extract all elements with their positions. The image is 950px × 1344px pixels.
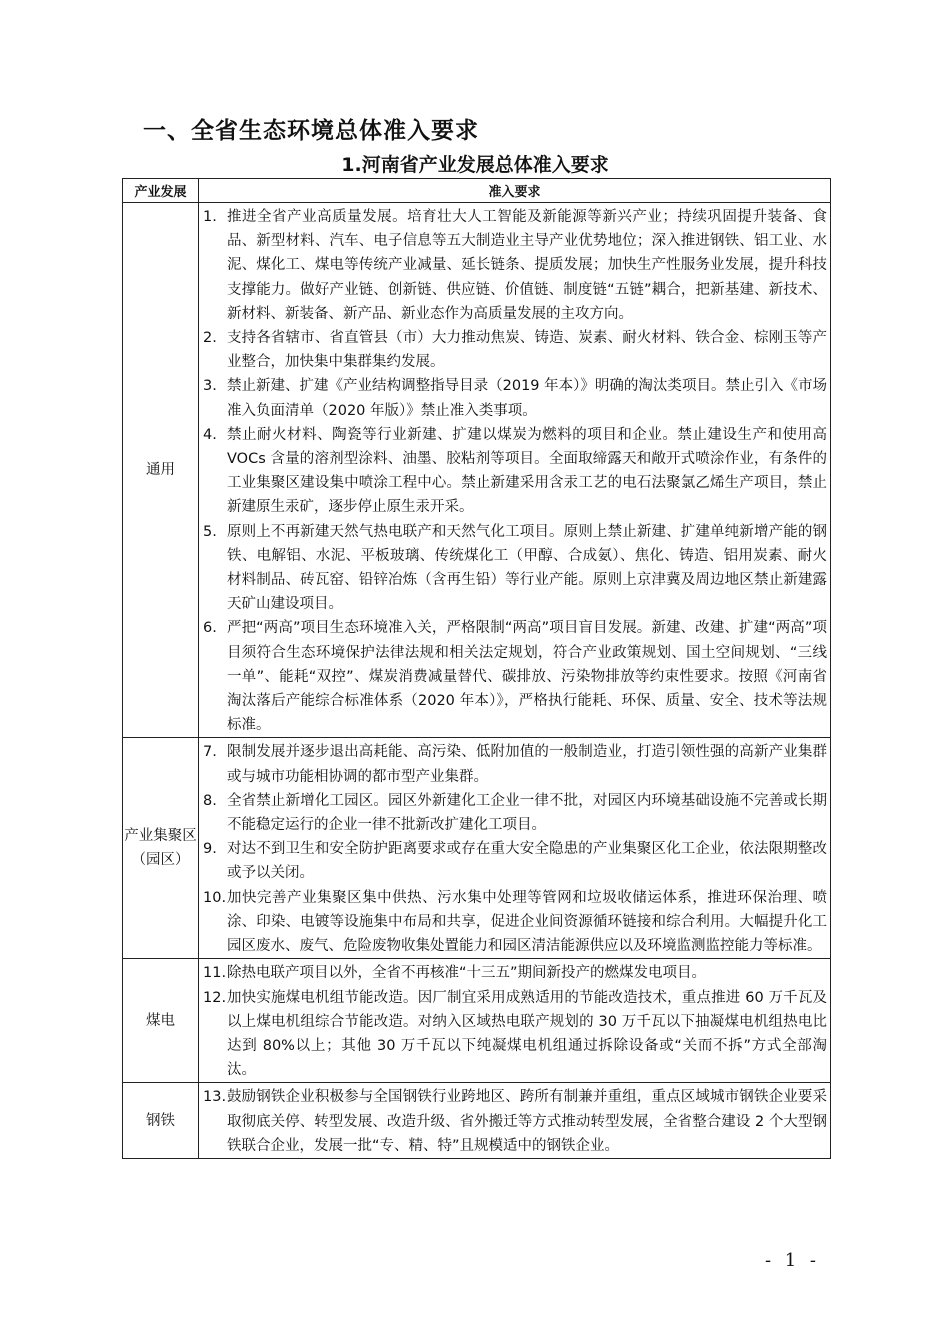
page-number: - 1 - <box>764 1250 820 1271</box>
table-row-industrial-cluster <box>123 738 831 959</box>
table-row-general <box>123 203 831 738</box>
category-cell: 产业集聚区（园区） <box>123 738 199 959</box>
category-cell: 煤电 <box>123 959 199 1083</box>
list-item <box>203 205 827 326</box>
item-number: 11. <box>203 965 227 982</box>
item-number: 12. <box>203 989 227 1006</box>
item-text: 除热电联产项目以外，全省不再核准“十三五”期间新投产的燃煤发电项目。 <box>227 965 707 982</box>
table-row-coal-power <box>123 959 831 1083</box>
section-heading: 一、全省生态环境总体准入要求 <box>143 118 479 144</box>
requirements-cell <box>199 1083 831 1159</box>
item-text: 鼓励钢铁企业积极参与全国钢铁行业跨地区、跨所有制兼并重组，重点区域城市钢铁企业要采取彻底关停、转型发展、改造升级、省外搬迁等方式推动转型发展，全省整合建设 2 个大型钢铁联合企业，发展一批“专、精、特”且规模适中的钢铁企业。 <box>227 1089 827 1154</box>
list-item <box>203 837 827 885</box>
list-item <box>203 1085 827 1158</box>
list-item <box>203 986 827 1083</box>
list-item <box>203 423 827 520</box>
header-requirements: 准入要求 <box>199 179 831 203</box>
table-header-row <box>123 179 831 203</box>
list-item <box>203 374 827 422</box>
list-item <box>203 326 827 374</box>
item-number: 8. <box>203 792 217 809</box>
category-cell: 钢铁 <box>123 1083 199 1159</box>
list-item <box>203 520 827 617</box>
item-number: 1. <box>203 209 217 225</box>
item-number: 13. <box>203 1089 227 1106</box>
item-text: 严把“两高”项目生态环境准入关，严格限制“两高”项目盲目发展。新建、改建、扩建“两高”项目须符合生态环境保护法律法规和相关法定规划，符合产业政策规划、国土空间规划、“三线一单”、能耗“双控”、煤炭消费减量替代、碳排放、污染物排放等约束性要求。按照《河南省淘汰落后产能综合标准体系（2020 年本）》，严格执行能耗、环保、质量、安全、技术等法规标准。 <box>227 620 827 734</box>
item-text: 支持各省辖市、省直管县（市）大力推动焦炭、铸造、炭素、耐火材料、铁合金、棕刚玉等产业整合，加快集中集群集约发展。 <box>227 330 827 371</box>
item-text: 对达不到卫生和安全防护距离要求或存在重大安全隐患的产业集聚区化工企业，依法限期整改或予以关闭。 <box>227 841 827 882</box>
item-text: 禁止耐火材料、陶瓷等行业新建、扩建以煤炭为燃料的项目和企业。禁止建设生产和使用高 VOCs 含量的溶剂型涂料、油墨、胶粘剂等项目。全面取缔露天和敞开式喷涂作业，有条件的工业集聚区建设集中喷涂工程中心。禁止新建采用含汞工艺的电石法聚氯乙烯生产项目，禁止新建原生汞矿，逐步停止原生汞开采。 <box>227 426 827 516</box>
item-text: 原则上不再新建天然气热电联产和天然气化工项目。原则上禁止新建、扩建单纯新增产能的钢铁、电解铝、水泥、平板玻璃、传统煤化工（甲醇、合成氨）、焦化、铸造、铝用炭素、耐火材料制品、砖瓦窑、铅锌冶炼（含再生铅）等行业产能。原则上京津冀及周边地区禁止新建露天矿山建设项目。 <box>227 523 827 613</box>
item-number: 5. <box>203 523 217 540</box>
table-title: 1.河南省产业发展总体准入要求 <box>341 154 609 176</box>
item-number: 7. <box>203 744 217 761</box>
item-text: 推进全省产业高质量发展。培育壮大人工智能及新能源等新兴产业；持续巩固提升装备、食品、新型材料、汽车、电子信息等五大制造业主导产业优势地位；深入推进钢铁、铝工业、水泥、煤化工、煤电等传统产业减量、延长链条、提质发展；加快生产性服务业发展，提升科技支撑能力。做好产业链、创新链、供应链、价值链、制度链“五链”耦合，把新基建、新技术、新材料、新装备、新产品、新业态作为高质量发展的主攻方向。 <box>227 209 827 322</box>
list-item <box>203 886 827 959</box>
item-number: 4. <box>203 426 217 443</box>
list-item <box>203 740 827 788</box>
item-text: 加快完善产业集聚区集中供热、污水集中处理等管网和垃圾收储运体系，推进环保治理、喷涂、印染、电镀等设施集中布局和共享，促进企业间资源循环链接和综合利用。大幅提升化工园区废水、废气、危险废物收集处置能力和园区清洁能源供应以及环境监测监控能力等标准。 <box>227 889 827 955</box>
header-category: 产业发展 <box>123 179 199 203</box>
item-text: 限制发展并逐步退出高耗能、高污染、低附加值的一般制造业，打造引领性强的高新产业集群或与城市功能相协调的都市型产业集群。 <box>227 744 827 785</box>
item-text: 禁止新建、扩建《产业结构调整指导目录（2019 年本）》明确的淘汰类项目。禁止引入《市场准入负面清单（2020 年版）》禁止准入类事项。 <box>227 378 827 419</box>
item-number: 3. <box>203 378 217 395</box>
list-item <box>203 616 827 737</box>
item-text: 全省禁止新增化工园区。园区外新建化工企业一律不批，对园区内环境基础设施不完善或长期不能稳定运行的企业一律不批新改扩建化工项目。 <box>227 792 827 834</box>
list-item <box>203 789 827 837</box>
item-text: 加快实施煤电机组节能改造。因厂制宜采用成熟适用的节能改造技术，重点推进 60 万千瓦及以上煤电机组综合节能改造。对纳入区域热电联产规划的 30 万千瓦以下抽凝煤电机组热电比达到 80%以上；其他 30 万千瓦以下纯凝煤电机组通过拆除设备或“关而不拆”方式全部淘汰。 <box>227 989 827 1079</box>
category-cell: 通用 <box>123 203 199 738</box>
item-number: 2. <box>203 330 217 347</box>
table-row-steel <box>123 1083 831 1159</box>
item-number: 10. <box>203 889 227 906</box>
item-number: 6. <box>203 620 217 637</box>
requirements-table <box>122 178 831 1159</box>
item-number: 9. <box>203 841 217 858</box>
requirements-cell <box>199 203 831 738</box>
requirements-cell <box>199 738 831 959</box>
list-item <box>203 961 827 985</box>
requirements-cell <box>199 959 831 1083</box>
